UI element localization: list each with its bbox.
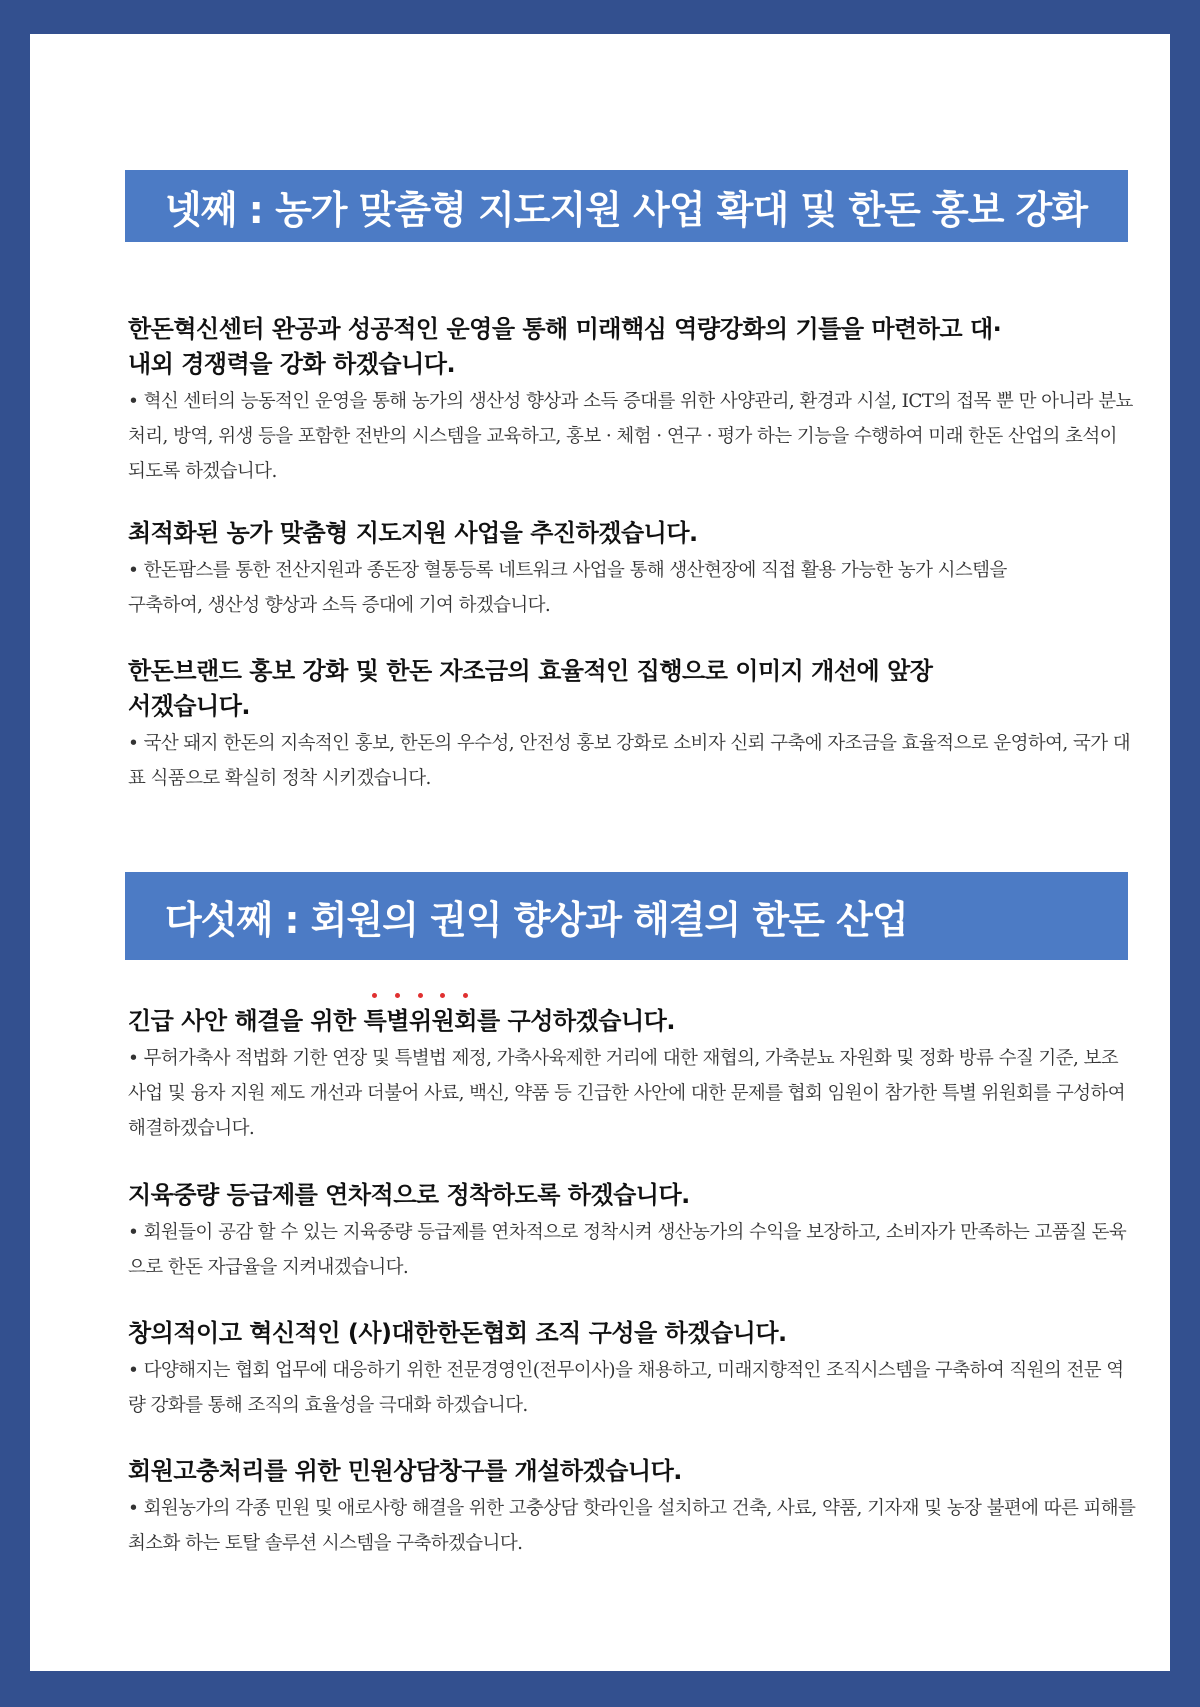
section-5-item-1 [128, 1004, 1138, 1146]
item-heading: 지육중량 등급제를 연차적으로 정착하도록 하겠습니다. [128, 1181, 690, 1209]
item-heading: 한돈혁신센터 완공과 성공적인 운영을 통해 미래핵심 역량강화의 기틀을 마련하고 대·내외 경쟁력을 강화 하겠습니다. [128, 315, 1002, 378]
item-body: • 회원들이 공감 할 수 있는 지육중량 등급제를 연차적으로 정착시켜 생산농가의 수익을 보장하고, 소비자가 만족하는 고품질 돈육으로 한돈 자급율을 지켜내겠습니다. [128, 1222, 1127, 1278]
item-body: • 회원농가의 각종 민원 및 애로사항 해결을 위한 고충상담 핫라인을 설치하고 건축, 사료, 약품, 기자재 및 농장 불편에 따른 피해를 최소화 하는 토탈 솔루션 시스템을 구축하겠습니다. [128, 1498, 1136, 1554]
item-heading-post: 를 구성하겠습니다. [477, 1007, 675, 1035]
section-5-title-banner [125, 872, 1128, 960]
item-heading: 한돈브랜드 홍보 강화 및 한돈 자조금의 효율적인 집행으로 이미지 개선에 앞장 서겠습니다. [128, 657, 933, 720]
section-5-item-4 [128, 1454, 1138, 1561]
item-heading [128, 1004, 1138, 1039]
item-body: • 한돈팜스를 통한 전산지원과 종돈장 혈통등록 네트워크 사업을 통해 생산현장에 직접 활용 가능한 농가 시스템을 구축하여, 생산성 향상과 소득 증대에 기여 하겠습니다. [128, 560, 1007, 616]
section-4-item-2 [128, 516, 1138, 623]
section-5-item-2 [128, 1178, 1138, 1285]
section-4-item-3 [128, 654, 1138, 796]
item-heading: 최적화된 농가 맞춤형 지도지원 사업을 추진하겠습니다. [128, 519, 698, 547]
item-body: • 무허가축사 적법화 기한 연장 및 특별법 제정, 가축사육제한 거리에 대한 재협의, 가축분뇨 자원화 및 정화 방류 수질 기준, 보조 사업 및 융자 지원 제도 개선과 더불어 사료, 백신, 약품 등 긴급한 사안에 대한 문제를 협회 임원이 참가한 특별 위원회를 구성하여 해결하겠습니다. [128, 1048, 1126, 1139]
section-4-title: 넷째 : 농가 맞춤형 지도지원 사업 확대 및 한돈 홍보 강화 [165, 187, 1088, 232]
section-4-title-banner [125, 170, 1128, 242]
item-heading: 창의적이고 혁신적인 (사)대한한돈협회 조직 구성을 하겠습니다. [128, 1319, 787, 1347]
item-body: • 혁신 센터의 능동적인 운영을 통해 농가의 생산성 향상과 소득 증대를 위한 사양관리, 환경과 시설, ICT의 접목 뿐 만 아니라 분뇨처리, 방역, 위생 등을 포함한 전반의 시스템을 교육하고, 홍보 · 체험 · 연구 · 평가 하는 기능을 수행하여 미래 한돈 산업의 초석이 되도록 하겠습니다. [128, 391, 1133, 482]
item-body: • 국산 돼지 한돈의 지속적인 홍보, 한돈의 우수성, 안전성 홍보 강화로 소비자 신뢰 구축에 자조금을 효율적으로 운영하여, 국가 대표 식품으로 확실히 정착 시키겠습니다. [128, 733, 1131, 789]
section-5-item-3 [128, 1316, 1138, 1423]
item-heading-pre: 긴급 사안 해결을 위한 [128, 1007, 364, 1035]
section-4-item-1 [128, 312, 1138, 489]
emphasis-dots [364, 993, 477, 998]
item-body: • 다양해지는 협회 업무에 대응하기 위한 전문경영인(전무이사)을 채용하고, 미래지향적인 조직시스템을 구축하여 직원의 전문 역량 강화를 통해 조직의 효율성을 극대화 하겠습니다. [128, 1360, 1124, 1416]
section-5-title: 다섯째 : 회원의 권익 향상과 해결의 한돈 산업 [165, 897, 908, 942]
item-heading: 회원고충처리를 위한 민원상담창구를 개설하겠습니다. [128, 1457, 682, 1485]
item-heading-emphasis [364, 1007, 477, 1035]
item-heading-emph-text: 특별위원회 [363, 1007, 477, 1035]
page [30, 34, 1170, 1671]
